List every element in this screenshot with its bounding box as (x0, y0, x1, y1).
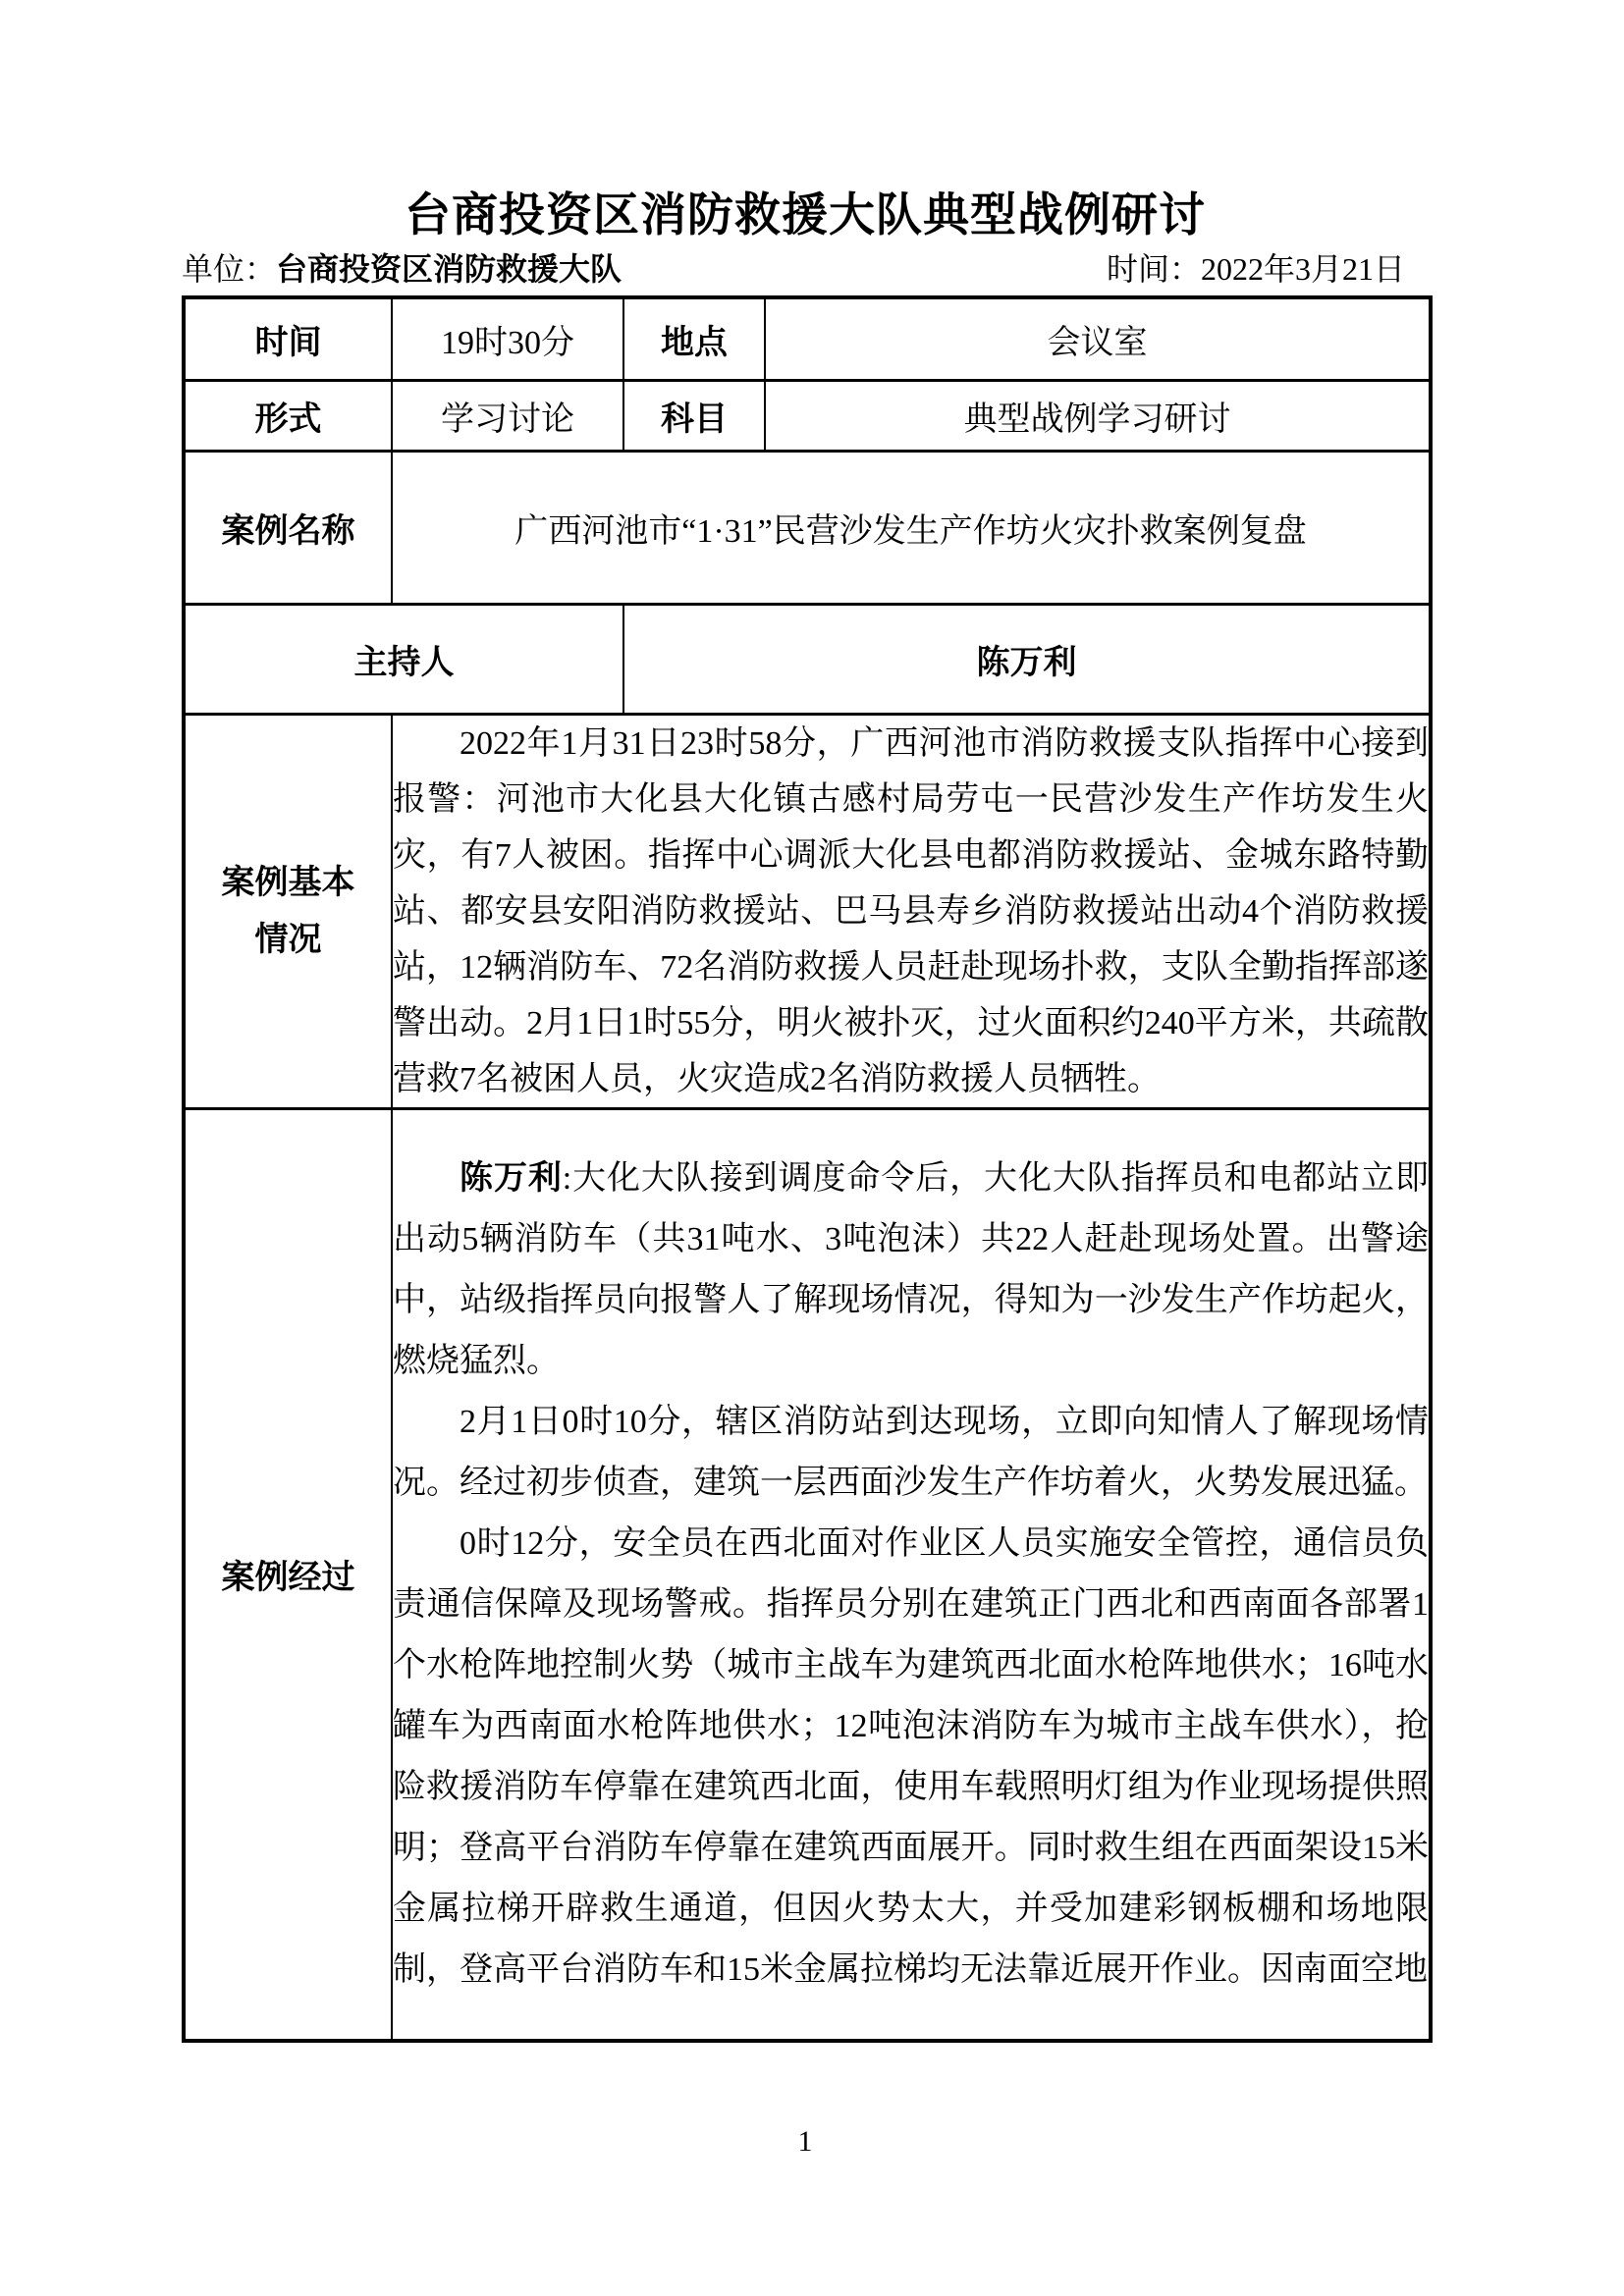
process-text-cell (392, 1109, 1431, 2041)
place-label-cell: 地点 (623, 297, 765, 381)
document-content (182, 0, 1429, 2043)
time-field (1107, 249, 1405, 291)
basic-text-cell (392, 715, 1431, 1109)
unit-value: 台商投资区消防救援大队 (276, 251, 623, 288)
subject-label-cell: 科目 (623, 381, 765, 452)
record-table (182, 295, 1433, 2043)
row-host (184, 605, 1431, 715)
speaker-name: 陈万利 (460, 1159, 563, 1198)
time-value-cell: 19时30分 (392, 297, 623, 381)
time-label-cell: 时间 (184, 297, 392, 381)
row-case-process (184, 1109, 1431, 2041)
place-value-cell: 会议室 (765, 297, 1431, 381)
meta-row (182, 249, 1429, 291)
process-paragraph-1 (393, 1148, 1429, 1392)
form-value-cell: 学习讨论 (392, 381, 623, 452)
unit-field (182, 249, 622, 291)
form-label-cell: 形式 (184, 381, 392, 452)
basic-label-cell (184, 715, 392, 1109)
case-name-value-cell: 广西河池市“1·31”民营沙发生产作坊火灾扑救案例复盘 (392, 452, 1431, 605)
time-label: 时间： (1106, 251, 1201, 288)
case-name-label-cell: 案例名称 (184, 452, 392, 605)
process-paragraph-2: 2月1日0时10分，辖区消防站到达现场，立即向知情人了解现场情况。经过初步侦查，建筑一层西面沙发生产作坊着火，火势发展迅猛。 (393, 1404, 1429, 1502)
basic-paragraph: 2022年1月31日23时58分，广西河池市消防救援支队指挥中心接到报警：河池市大化县大化镇古感村局劳屯一民营沙发生产作坊发生火灾，有7人被困。指挥中心调派大化县电都消防救援站、金城东路特勤站、都安县安阳消防救援站、巴马县寿乡消防救援站出动4个消防救援站，12辆消防车、72名消防救援人员赶赴现场扑救，支队全勤指挥部遂警出动。2月1日1时55分，明火被扑灭，过火面积约240平方米，共疏散营救7名被困人员，火灾造成2名消防救援人员牺牲。 (393, 725, 1429, 1098)
process-paragraph-1-text: :大化大队接到调度命令后，大化大队指挥员和电都站立即出动5辆消防车（共31吨水、3吨泡沫）共22人赶赴现场处置。出警途中，站级指挥员向报警人了解现场情况，得知为一沙发生产作坊起火，燃烧猛烈。 (393, 1160, 1430, 1380)
page-title: 台商投资区消防救援大队典型战例研讨 (405, 188, 1206, 240)
host-value-cell: 陈万利 (623, 605, 1431, 715)
time-value: 2022年3月21日 (1200, 251, 1405, 288)
subject-value-cell: 典型战例学习研讨 (765, 381, 1431, 452)
row-form-subject (184, 381, 1431, 452)
page-number: 1 (797, 2125, 813, 2158)
row-case-name (184, 452, 1431, 605)
unit-label: 单位： (182, 251, 277, 288)
row-basic-situation (184, 715, 1431, 1109)
host-label-cell: 主持人 (184, 605, 623, 715)
basic-label: 案例基本情况 (221, 863, 355, 958)
process-paragraph-3: 0时12分，安全员在西北面对作业区人员实施安全管控，通信员负责通信保障及现场警戒。指挥员分别在建筑正门西北和西南面各部署1个水枪阵地控制火势（城市主战车为建筑西北面水枪阵地供水；16吨水罐车为西南面水枪阵地供水；12吨泡沫消防车为城市主战车供水），抢险救援消防车停靠在建筑西北面，使用车载照明灯组为作业现场提供照明；登高平台消防车停靠在建筑西面展开。同时救生组在西面架设15米金属拉梯开辟救生通道，但因火势太大，并受加建彩钢板棚和场地限制，登高平台消防车和15米金属拉梯均无法靠近展开作业。因南面空地 (393, 1525, 1429, 1989)
row-time-place (184, 297, 1431, 381)
process-label-cell: 案例经过 (184, 1109, 392, 2041)
